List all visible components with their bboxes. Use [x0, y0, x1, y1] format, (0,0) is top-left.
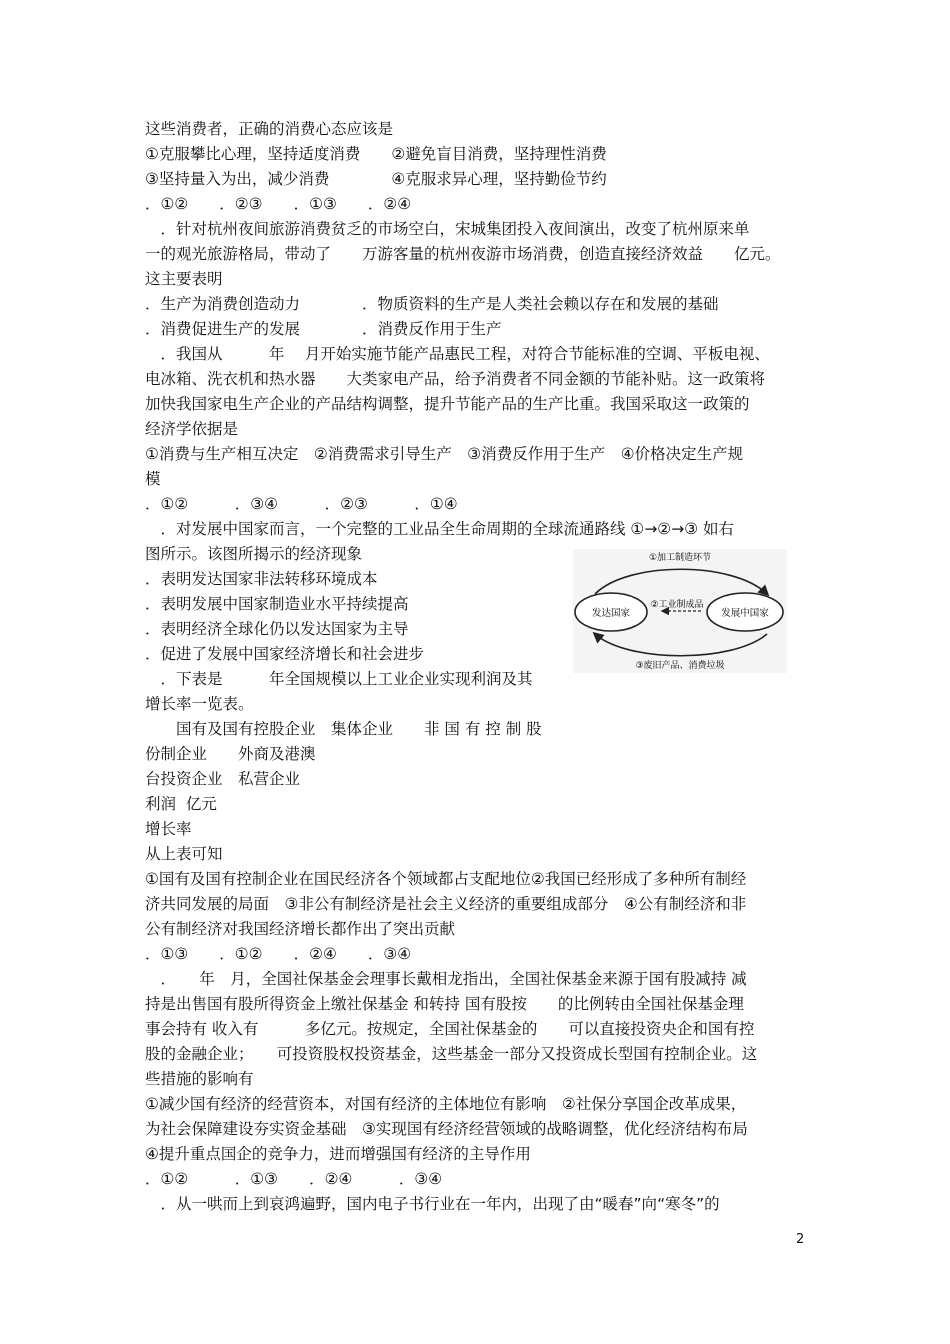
text-line: ④提升重点国企的竞争力，进而增强国有经济的主导作用 — [145, 1145, 531, 1163]
text-line: ．我国从 年 月开始实施节能产品惠民工程，对符合节能标准的空调、平板电视、 — [145, 345, 770, 363]
text-line: ①消费与生产相互决定 ②消费需求引导生产 ③消费反作用于生产 ④价格决定生产规 — [145, 445, 744, 463]
text-line: ．针对杭州夜间旅游消费贫乏的市场空白，宋城集团投入夜间演出，改变了杭州原来单 — [145, 220, 750, 238]
text-line: 模 — [145, 470, 161, 488]
text-line: ． 年 月，全国社保基金会理事长戴相龙指出，全国社保基金来源于国有股减持 减 — [145, 970, 747, 988]
text-line: 经济学依据是 — [145, 420, 239, 438]
text-line: ．生产为消费创造动力 ．物质资料的生产是人类社会赖以存在和发展的基础 — [145, 295, 719, 313]
text-line: 从上表可知 — [145, 845, 223, 863]
bottom-label: ③废旧产品、消费垃圾 — [635, 661, 725, 671]
text-line: 公有制经济对我国经济增长都作出了突出贡献 — [145, 920, 456, 938]
text-line: ③坚持量入为出，减少消费 ④克服求异心理，坚持勤俭节约 — [145, 170, 607, 188]
text-line: ．①② ．②③ ．①③ ．②④ — [145, 195, 412, 213]
text-line: ．促进了发展中国家经济增长和社会进步 — [145, 645, 425, 663]
text-line: 电冰箱、洗衣机和热水器 大类家电产品，给予消费者不同金额的节能补贴。这一政策将 — [145, 370, 766, 388]
text-line: ．下表是 年全国规模以上工业企业实现利润及其 — [145, 670, 533, 688]
text-line: ．表明经济全球化仍以发达国家为主导 — [145, 620, 409, 638]
text-line: ．消费促进生产的发展 ．消费反作用于生产 — [145, 320, 502, 338]
text-line: 事会持有 收入有 多亿元。按规定，全国社保基金的 可以直接投资央企和国有控 — [145, 1020, 755, 1038]
table-row-label: 利润 亿元 — [145, 795, 217, 813]
text-line: ①克服攀比心理，坚持适度消费 ②避免盲目消费，坚持理性消费 — [145, 145, 607, 163]
middle-label: ②工业制成品 — [650, 600, 704, 610]
top-label: ①加工制造环节 — [648, 553, 712, 563]
text-line: ．表明发达国家非法转移环境成本 — [145, 570, 378, 588]
text-line: ．①③ ．①② ．②④ ．③④ — [145, 945, 412, 963]
text-line: 持是出售国有股所得资金上缴社保基金 和转持 国有股按 的比例转由全国社保基金理 — [145, 995, 744, 1013]
left-node-label: 发达国家 — [591, 608, 631, 619]
text-line: ①减少国有经济的经营资本，对国有经济的主体地位有影响 ②社保分享国企改革成果， — [145, 1095, 747, 1113]
text-line: ①国有及国有控制企业在国民经济各个领域都占支配地位②我国已经形成了多种所有制经 — [145, 870, 747, 888]
table-header-line: 国有及国有控股企业 集体企业 非 国 有 控 制 股 — [145, 720, 542, 738]
text-line: ．对发展中国家而言，一个完整的工业品全生命周期的全球流通路线 ①→②→③ 如右 — [145, 520, 735, 538]
text-line: 股的金融企业； 可投资股权投资基金，这些基金一部分又投资成长型国有控制企业。这 — [145, 1045, 758, 1063]
right-node-label: 发展中国家 — [721, 608, 769, 619]
text-line: 这些消费者，正确的消费心态应该是 — [145, 120, 394, 138]
text-line: 些措施的影响有 — [145, 1070, 254, 1088]
text-line: 图所示。该图所揭示的经济现象 — [145, 545, 363, 563]
text-line: ．从一哄而上到哀鸿遍野，国内电子书行业在一年内，出现了由“暖春”向“寒冬”的 — [145, 1195, 720, 1213]
text-line: 一的观光旅游格局，带动了 万游客量的杭州夜游市场消费，创造直接经济效益 亿元。 — [145, 245, 781, 263]
page-number: 2 — [796, 1232, 805, 1247]
text-line: 加快我国家电生产企业的产品结构调整，提升节能产品的生产比重。我国采取这一政策的 — [145, 395, 750, 413]
text-line: 济共同发展的局面 ③非公有制经济是社会主义经济的重要组成部分 ④公有制经济和非 — [145, 895, 747, 913]
text-line: 这主要表明 — [145, 270, 223, 288]
text-line: ．①② ．①③ ．②④ ．③④ — [145, 1170, 443, 1188]
trade-flow-diagram — [573, 549, 787, 673]
text-line: 为社会保障建设夯实资金基础 ③实现国有经济经营领域的战略调整，优化经济结构布局 — [145, 1120, 748, 1138]
text-line: ．表明发展中国家制造业水平持续提高 — [145, 595, 409, 613]
text-line: ．①② ．③④ ．②③ ．①④ — [145, 495, 458, 513]
table-row-label: 增长率 — [145, 820, 192, 838]
table-header-line: 份制企业 外商及港澳 — [145, 745, 316, 763]
table-header-line: 台投资企业 私营企业 — [145, 770, 301, 788]
text-line: 增长率一览表。 — [145, 695, 254, 713]
